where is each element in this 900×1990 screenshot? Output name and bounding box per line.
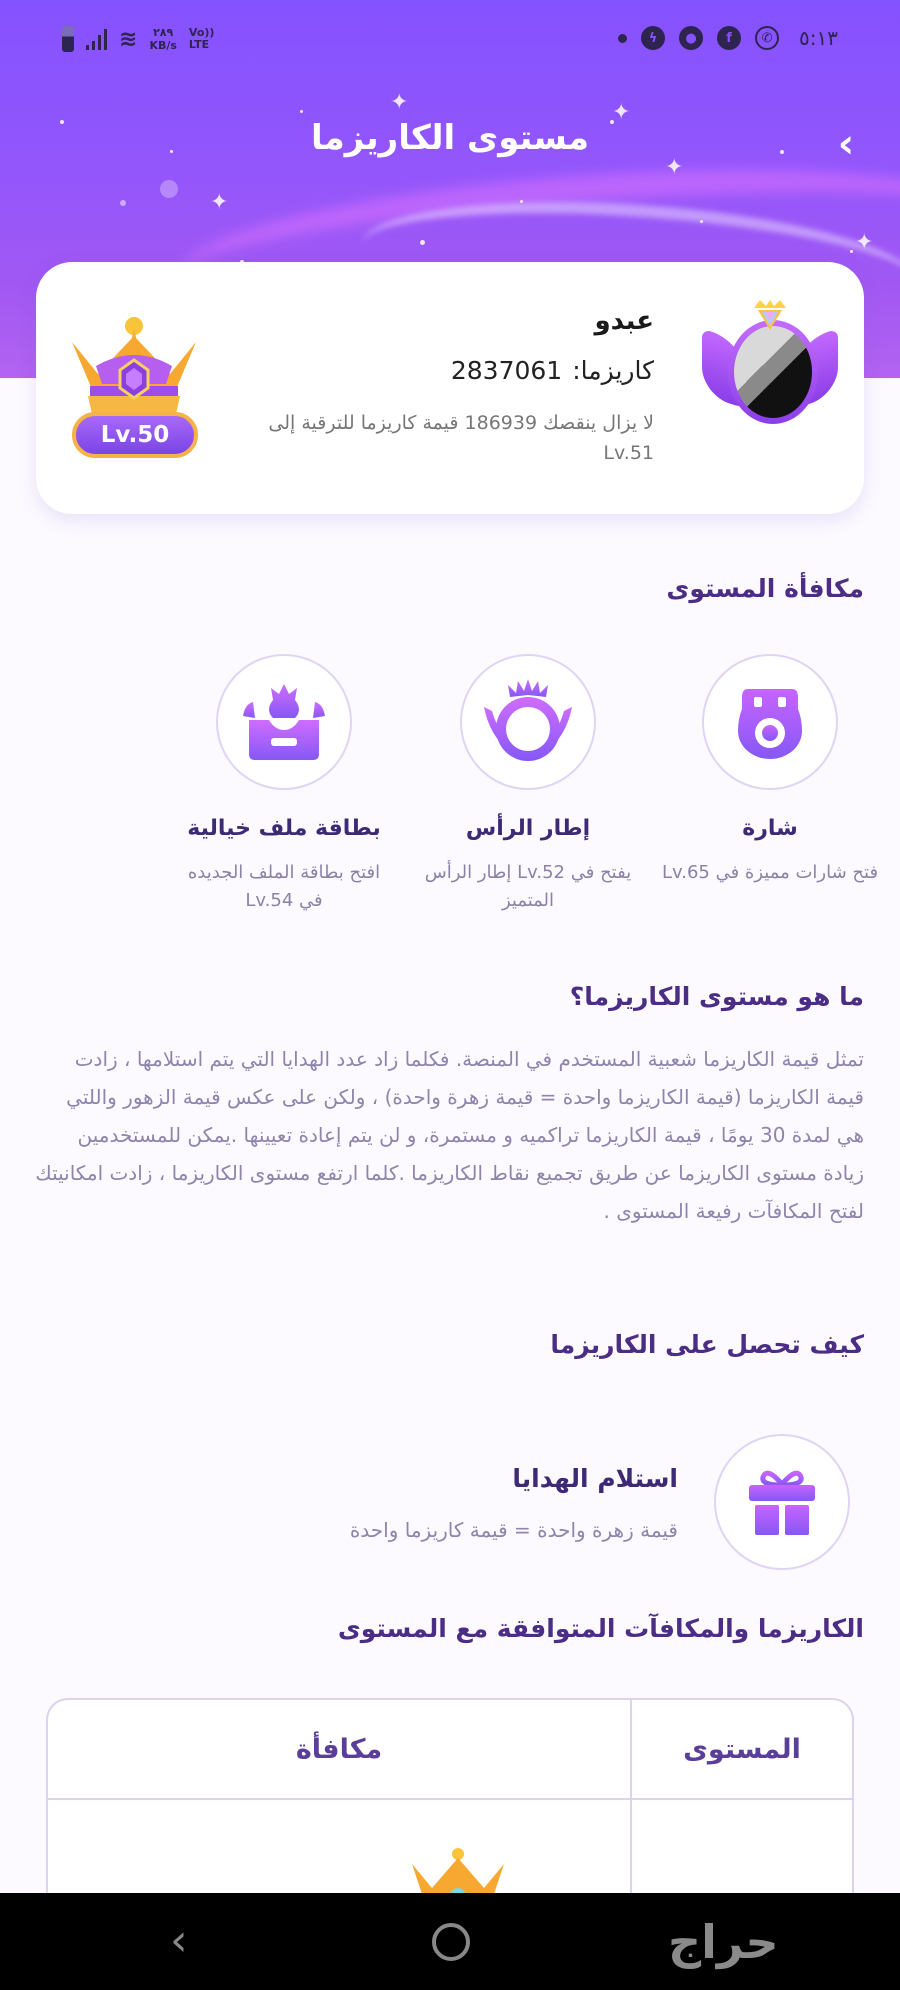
badge-icon <box>738 685 802 759</box>
chevron-left-icon: ‹ <box>170 1915 188 1966</box>
earn-method-description: قيمة زهرة واحدة = قيمة كاريزما واحدة <box>349 1518 678 1542</box>
about-title: ما هو مستوى الكاريزما؟ <box>569 982 864 1011</box>
profile-card-icon <box>239 682 329 762</box>
messenger-icon: ϟ <box>641 26 665 50</box>
whatsapp-icon: ✆ <box>755 26 779 50</box>
gift-icon <box>747 1467 817 1537</box>
earn-method-gifts <box>34 1434 864 1574</box>
volte-label: Vo)) <box>188 26 215 39</box>
battery-icon <box>62 26 74 52</box>
user-name: عبدو <box>594 306 654 336</box>
network-speed-value: ٢٨٩ <box>153 26 174 39</box>
earn-method-title: استلام الهدايا <box>512 1464 678 1493</box>
reward-title: بطاقة ملف خيالية <box>187 816 381 841</box>
profile-card <box>36 262 864 514</box>
chat-icon: ● <box>679 26 703 50</box>
reward-head-frame[interactable] <box>418 654 638 915</box>
reward-icon-circle <box>702 654 838 790</box>
column-header-level: المستوى <box>630 1700 852 1798</box>
network-speed-unit: KB/s <box>149 39 177 52</box>
avatar-frame <box>728 320 818 424</box>
reward-badge[interactable] <box>660 654 880 887</box>
level-table-title: الكاريزما والمكافآت المتوافقة مع المستوى <box>337 1614 864 1643</box>
facebook-icon: f <box>717 26 741 50</box>
earn-icon-circle <box>714 1434 850 1570</box>
charisma-value: 2837061 <box>450 356 563 385</box>
column-header-reward: مكافأة <box>295 1733 383 1765</box>
reward-description: يفتح في Lv.52 إطار الرأس المتميز <box>424 862 632 911</box>
reward-profile-card[interactable] <box>174 654 394 915</box>
system-nav-bar <box>0 1893 900 1990</box>
status-bar <box>0 0 900 86</box>
reward-icon-circle <box>216 654 352 790</box>
crown-icon <box>66 314 202 424</box>
header-background: ✦ ✦ ✦ ✦ ✦ <box>0 0 900 378</box>
charisma-label: كاريزما: <box>572 356 654 385</box>
avatar[interactable] <box>700 304 840 434</box>
avatar-photo <box>734 326 812 418</box>
reward-icon-circle <box>460 654 596 790</box>
volte-icon <box>189 27 215 51</box>
reward-title: شارة <box>742 816 798 841</box>
how-to-earn-title: كيف تحصل على الكاريزما <box>550 1330 864 1359</box>
level-badge <box>66 314 202 458</box>
reward-description: افتح بطاقة الملف الجديده في Lv.54 <box>187 862 381 911</box>
signal-icon <box>86 28 107 50</box>
charisma-value-row <box>451 356 654 385</box>
head-frame-icon <box>480 677 576 767</box>
lte-label: LTE <box>188 38 210 51</box>
network-speed <box>149 26 176 52</box>
level-rewards-title: مكافأة المستوى <box>666 574 864 603</box>
about-description: تمثل قيمة الكاريزما شعبية المستخدم في المنصة. فكلما زاد عدد الهدايا التي يتم استلامها ، زادت قيمة الكاريزما (قيمة الكاريزما واحدة = قيمة زهرة واحدة) ، ولكن على عكس قيمة الزهور واللتي هي لمدة 30 يومًا ، قيمة الكاريزما تراكميه و مستمرة، و لن يتم إعادة تعيينها .يمكن للمستخدمين زيادة مستوى الكاريزما عن طريق تجميع نقاط الكاريزما .كلما ارتفع مستوى الكاريزما ، زادت امكانيتك لفتح المكافآت رفيعة المستوى . <box>35 1047 864 1223</box>
table-header-row <box>48 1700 852 1800</box>
nav-back-button[interactable] <box>170 1915 188 1966</box>
reward-description: فتح شارات مميزة في Lv.65 <box>661 862 879 883</box>
upgrade-progress-text: لا يزال ينقصك 186939 قيمة كاريزما للترقية إلى Lv.51 <box>268 412 654 464</box>
chevron-right-icon: › <box>837 121 855 167</box>
diamond-icon <box>752 300 788 332</box>
level-badge-label: Lv.50 <box>72 412 198 458</box>
page-title: مستوى الكاريزما <box>310 118 590 158</box>
nav-home-button[interactable] <box>432 1923 470 1961</box>
wifi-icon: ≋ <box>119 26 138 52</box>
more-notifications-dot <box>618 34 627 43</box>
clock: ٥:١٣ <box>799 26 838 50</box>
watermark-logo: حراج <box>668 1915 779 1969</box>
reward-title: إطار الرأس <box>465 816 591 841</box>
